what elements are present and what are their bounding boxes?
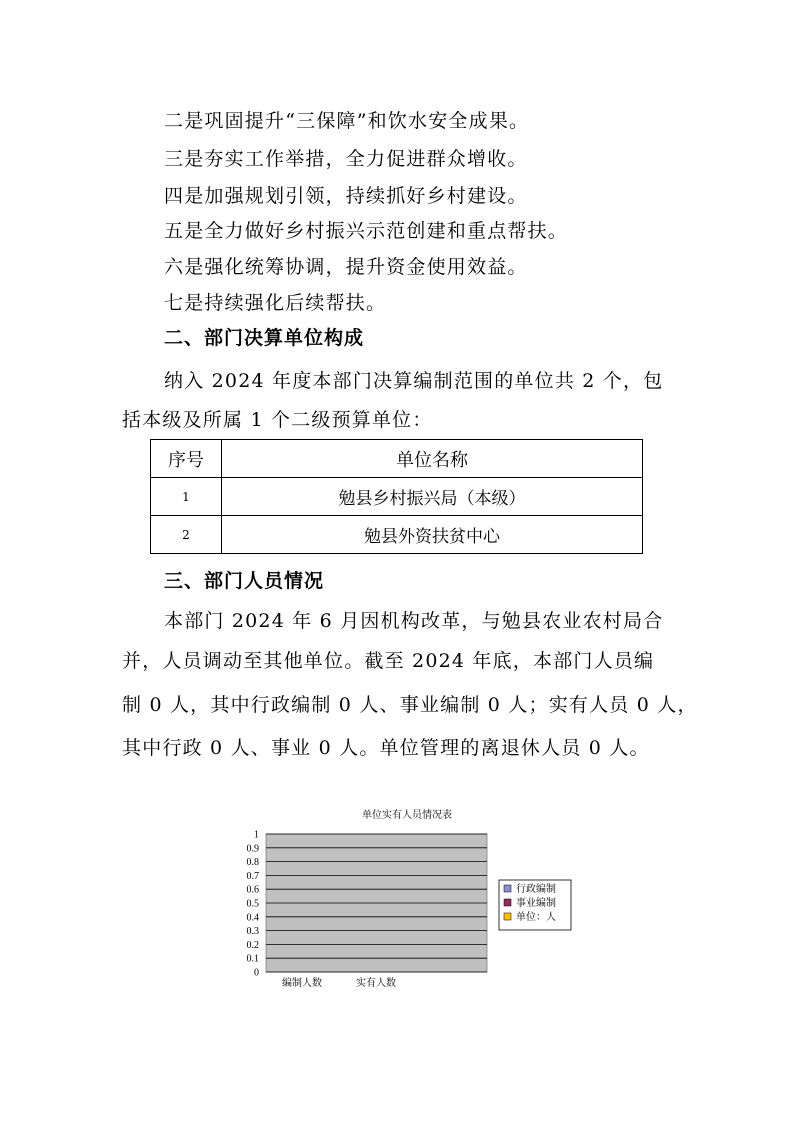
paragraph-line: 二是巩固提升“三保障”和饮水安全成果。 — [164, 110, 530, 132]
y-tick-label: 0.6 — [246, 884, 259, 896]
table-header-row — [151, 440, 643, 478]
paragraph-line: 本部门 2024 年 6 月因机构改革，与勉县农业农村局合 — [164, 610, 664, 632]
legend-label: 行政编制 — [516, 884, 556, 895]
y-tick-label: 0 — [254, 967, 259, 979]
x-tick-label: 实有人数 — [356, 978, 396, 989]
paragraph-line: 五是全力做好乡村振兴示范创建和重点帮扶。 — [164, 220, 569, 242]
y-axis — [247, 830, 260, 979]
legend-label: 单位：人 — [516, 912, 556, 923]
legend-label: 事业编制 — [516, 898, 556, 909]
paragraph-line: 并，人员调动至其他单位。截至 2024 年底，本部门人员编 — [122, 650, 655, 672]
y-tick-label: 0.2 — [246, 939, 259, 951]
paragraph-line: 其中行政 0 人、事业 0 人。单位管理的离退休人员 0 人。 — [122, 737, 650, 759]
legend-swatch — [504, 913, 511, 920]
section-heading-staff: 三、部门人员情况 — [164, 570, 325, 592]
section-heading-units: 二、部门决算单位构成 — [164, 327, 365, 349]
y-tick-label: 0.9 — [246, 843, 259, 855]
paragraph-line: 四是加强规划引领，持续抓好乡村建设。 — [164, 185, 528, 207]
paragraph-line: 制 0 人，其中行政编制 0 人、事业编制 0 人；实有人员 0 人， — [122, 694, 698, 716]
chart-title: 单位实有人员情况表 — [362, 810, 452, 821]
table-row — [151, 516, 643, 554]
y-tick-label: 1 — [254, 829, 259, 841]
table-cell: 勉县外资扶贫中心 — [222, 516, 643, 554]
x-axis — [282, 976, 396, 989]
column-header: 序号 — [151, 440, 222, 478]
x-tick-label: 编制人数 — [282, 978, 322, 989]
paragraph-line: 六是强化统筹协调，提升资金使用效益。 — [164, 256, 528, 278]
y-tick-label: 0.8 — [246, 857, 259, 869]
y-tick-label: 0.3 — [246, 926, 259, 938]
paragraph-line: 三是夯实工作举措，全力促进群众增收。 — [164, 148, 528, 170]
y-tick-label: 0.4 — [246, 912, 259, 924]
paragraph-line: 纳入 2024 年度本部门决算编制范围的单位共 2 个，包 — [164, 370, 664, 392]
legend-swatch — [504, 899, 511, 906]
paragraph-line: 括本级及所属 1 个二级预算单位： — [122, 409, 433, 431]
table-cell: 1 — [151, 478, 222, 516]
y-tick-label: 0.5 — [246, 898, 259, 910]
units-table — [150, 439, 643, 554]
staff-chart — [230, 800, 590, 995]
y-tick-label: 0.1 — [246, 953, 259, 965]
table-cell: 勉县乡村振兴局（本级） — [222, 478, 643, 516]
table-row — [151, 478, 643, 516]
paragraph-line: 七是持续强化后续帮扶。 — [164, 292, 387, 314]
column-header: 单位名称 — [222, 440, 643, 478]
y-tick-label: 0.7 — [246, 870, 259, 882]
legend-swatch — [504, 885, 511, 892]
table-cell: 2 — [151, 516, 222, 554]
